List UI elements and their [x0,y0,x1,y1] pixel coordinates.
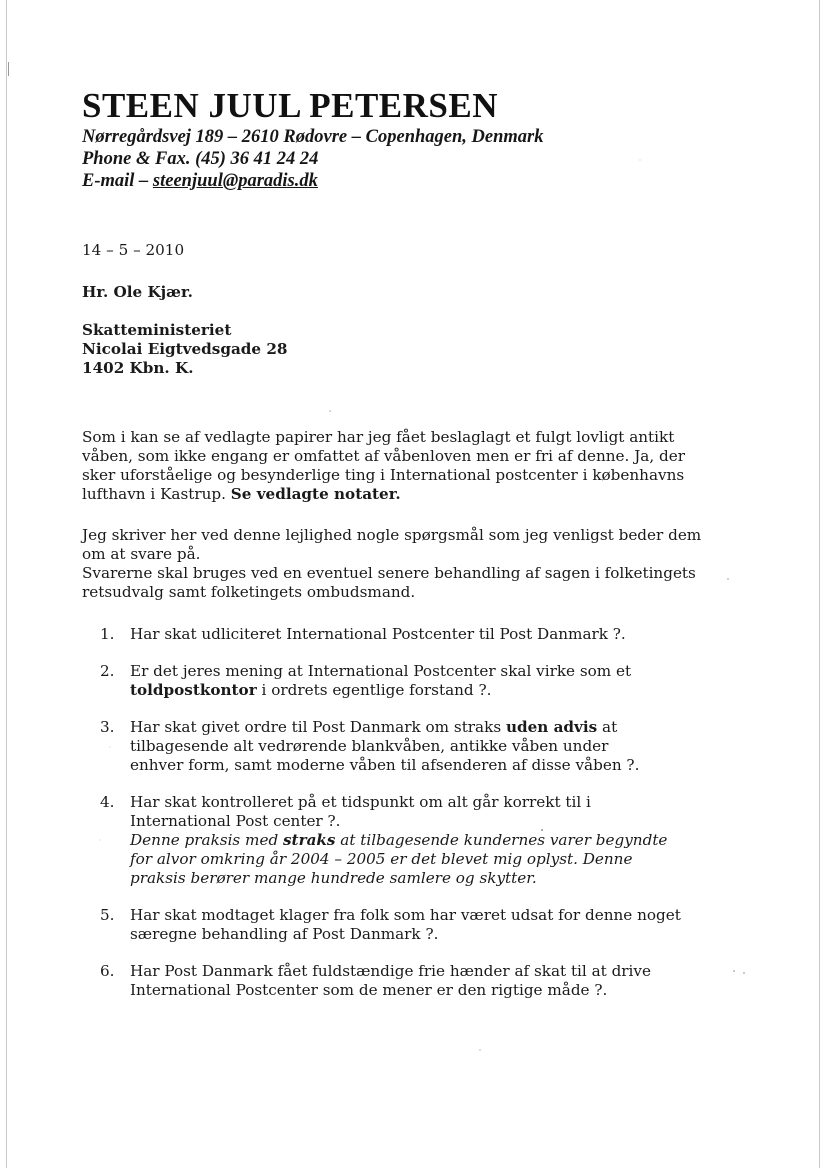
question-number: 2. [100,662,115,680]
note-text-post: at tilbagesende kundernes varer begyndte [335,831,668,849]
sender-address: Nørregårdsvej 189 – 2610 Rødovre – Copenhagen, Denmark [82,127,544,147]
question-text: Har skat modtaget klager fra folk som har været udsat for denne noget [130,906,681,924]
letterhead [82,86,682,192]
question-item-5 [82,906,732,944]
question-text: Har skat kontrolleret på et tidspunkt om alt går korrekt til i [130,793,591,811]
question-text: tilbagesende alt vedrørende blankvåben, antikke våben under [130,737,609,755]
question-text-pre: Har skat givet ordre til Post Danmark om straks [130,718,506,736]
straks-emphasis: straks [283,831,336,849]
address-line-2: Nicolai Eigtvedsgade 28 [82,340,288,358]
question-number: 4. [100,793,115,811]
question-text: særegne behandling af Post Danmark ?. [130,925,439,943]
question-note [130,831,732,850]
question-number: 1. [100,625,115,643]
question-text [130,718,732,737]
paragraph-line: våben, som ikke engang er omfattet af våbenloven men er fri af denne. Ja, der [82,447,685,465]
address-line-1: Skatteministeriet [82,321,232,339]
paragraph-line [82,485,732,504]
recipient-address [82,321,288,378]
question-item-1 [82,625,732,644]
paragraph-line: Jeg skriver her ved denne lejlighed nogle spørgsmål som jeg venligst beder dem [82,526,702,544]
email-prefix: E-mail – [82,171,153,191]
question-text-post: at [597,718,618,736]
letter-date: 14 – 5 – 2010 [82,241,185,259]
paragraph-line: sker uforståelige og besynderlige ting i International postcenter i københavns [82,466,685,484]
question-text: International Postcenter som de mener er den rigtige måde ?. [130,981,608,999]
address-line-3: 1402 Kbn. K. [82,359,194,377]
question-list [82,625,732,1018]
toldpostkontor-emphasis: toldpostkontor [130,681,257,699]
question-text [130,681,732,700]
question-item-3 [82,718,732,775]
paragraph-line: om at svare på. [82,545,201,563]
paragraph-line: Svarerne skal bruges ved en eventuel senere behandling af sagen i folketingets [82,564,696,582]
question-text: Er det jeres mening at International Postcenter skal virke som et [130,662,632,680]
sender-name: STEEN JUUL PETERSEN [82,86,499,125]
recipient-name: Hr. Ole Kjær. [82,283,193,301]
question-number: 3. [100,718,115,736]
paragraph-intro [82,428,732,504]
see-notes-emphasis: Se vedlagte notater. [230,485,401,503]
question-number: 5. [100,906,115,924]
question-text: enhver form, samt moderne våben til afsenderen af disse våben ?. [130,756,640,774]
question-text: Har Post Danmark fået fuldstændige frie hænder af skat til at drive [130,962,651,980]
paragraph-line: retsudvalg samt folketingets ombudsmand. [82,583,416,601]
question-item-2 [82,662,732,700]
paragraph-line: Som i kan se af vedlagte papirer har jeg fået beslaglagt et fulgt lovligt antikt [82,428,675,446]
email-link[interactable]: steenjuul@paradis.dk [152,171,318,191]
note-text-pre: Denne praksis med [130,831,283,849]
uden-advis-emphasis: uden advis [505,718,598,736]
question-text-rest: i ordrets egentlige forstand ?. [256,681,492,699]
question-item-6 [82,962,732,1000]
question-item-4 [82,793,732,888]
question-text: Har skat udliciteret International Postcenter til Post Danmark ?. [130,625,626,643]
sender-email-line [82,170,682,192]
question-note: for alvor omkring år 2004 – 2005 er det blevet mig oplyst. Denne [130,850,633,868]
paragraph-questions-intro [82,526,742,602]
paragraph-text: lufthavn i Kastrup. [82,485,231,503]
question-number: 6. [100,962,115,980]
sender-phone: Phone & Fax. (45) 36 41 24 24 [82,149,319,169]
question-text: International Post center ?. [130,812,341,830]
question-note: praksis berører mange hundrede samlere og skytter. [130,869,537,887]
